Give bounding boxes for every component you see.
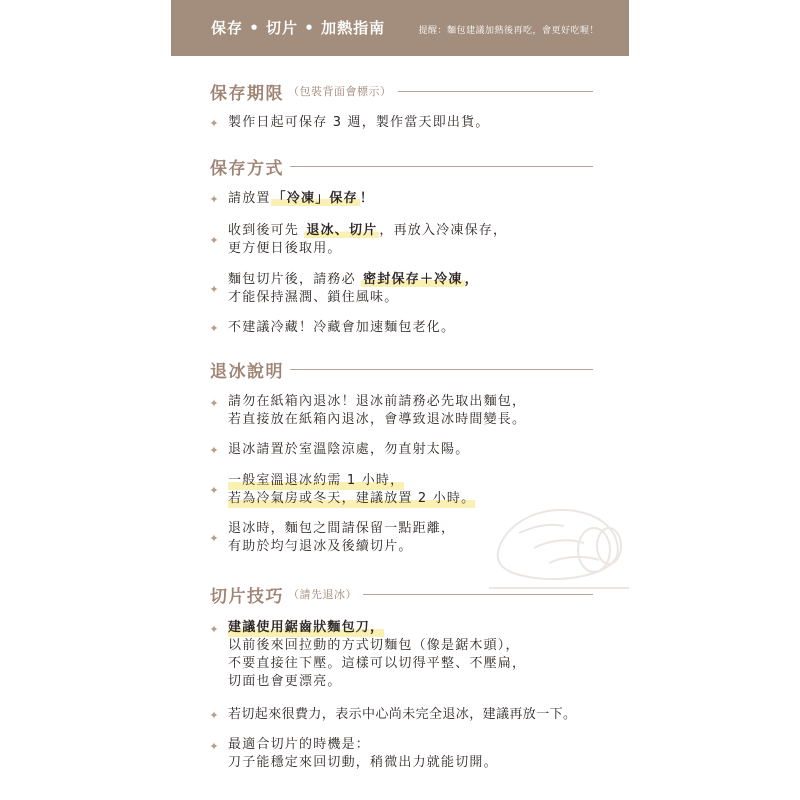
sparkle-bullet-icon: ✦ [209, 532, 219, 545]
section-subtitle: （請先退冰） [288, 588, 357, 601]
item-text-line: 一般室溫退冰約需 1 小時， [228, 473, 405, 488]
item-text-line: 有助於均勻退冰及後續切片。 [228, 539, 413, 554]
section-shelf-life-heading [210, 80, 593, 102]
item-text-line: 刀子能穩定來回切動，稍微出力就能切開。 [228, 755, 498, 770]
guide-card [171, 0, 629, 800]
list-item [208, 270, 608, 308]
list-item [208, 392, 608, 430]
item-text-line: 若為冷氣房或冬天，建議放置 2 小時。 [228, 491, 476, 506]
sparkle-bullet-icon: ✦ [209, 193, 219, 206]
item-text-line: 最適合切片的時機是： [228, 737, 371, 752]
sparkle-bullet-icon: ✦ [209, 322, 219, 335]
item-text-line: 退冰時，麵包之間請保留一點距離， [228, 521, 456, 536]
item-text: 製作日起可保存 3 週，製作當天即出貨。 [228, 115, 490, 130]
list-item [208, 735, 608, 773]
bread-illustration [489, 488, 629, 598]
section-subtitle: （包裝背面會標示） [288, 85, 392, 98]
section-divider [363, 594, 593, 595]
item-text-line: 建議使用鋸齒狀麵包刀， [228, 620, 385, 635]
item-text: 若切起來很費力，表示中心尚未完全退冰，建議再放一下。 [228, 707, 577, 722]
list-item [208, 189, 608, 209]
sparkle-bullet-icon: ✦ [209, 283, 219, 296]
item-text: 不建議冷藏！冷藏會加速麵包老化。 [228, 320, 456, 335]
list-item [208, 440, 608, 460]
list-item [208, 618, 608, 694]
header-banner [171, 0, 629, 56]
item-text-line: 收到後可先 退冰、切片 ，再放入冷凍保存， [228, 223, 508, 238]
section-slicing-heading [210, 583, 593, 605]
section-title: 保存方式 [210, 158, 284, 179]
list-item [208, 318, 608, 338]
sparkle-bullet-icon: ✦ [209, 117, 219, 130]
section-title: 退冰說明 [210, 361, 284, 382]
section-storage-heading [210, 155, 593, 177]
section-title: 切片技巧 [210, 586, 284, 607]
header-reminder: 提醒：麵包建議加熱後再吃，會更好吃喔！ [418, 26, 599, 36]
item-text: 請放置 「冷凍」保存 ！ [228, 191, 375, 206]
sparkle-bullet-icon: ✦ [209, 623, 219, 636]
section-divider [290, 166, 593, 167]
item-text: 退冰請置於室溫陰涼處，勿直射太陽。 [228, 442, 470, 457]
item-text-line: 麵包切片後，請務必 密封保存＋冷凍 ， [228, 272, 479, 287]
sparkle-bullet-icon: ✦ [209, 397, 219, 410]
section-thawing-heading [210, 358, 593, 380]
header-title: 保存 • 切片 • 加熱指南 [211, 19, 386, 37]
list-item [208, 705, 608, 725]
section-divider [398, 91, 594, 92]
list-item [208, 113, 608, 133]
sparkle-bullet-icon: ✦ [209, 234, 219, 247]
item-text-line: 請勿在紙箱內退冰！退冰前請務必先取出麵包， [228, 394, 527, 409]
item-text-line: 切面也會更漂亮。 [228, 674, 342, 689]
item-text-line: 不要直接往下壓。這樣可以切得平整、不壓扁， [228, 656, 527, 671]
sparkle-bullet-icon: ✦ [209, 444, 219, 457]
sparkle-bullet-icon: ✦ [209, 484, 219, 497]
item-text-line: 更方便日後取用。 [228, 241, 342, 256]
list-item [208, 221, 608, 259]
item-text-line: 以前後來回拉動的方式切麵包（像是鋸木頭）， [228, 638, 520, 653]
item-text-line: 才能保持濕潤、鎖住風味。 [228, 290, 399, 305]
section-title: 保存期限 [210, 83, 284, 104]
item-text-line: 若直接放在紙箱內退冰，會導致退冰時間變長。 [228, 412, 527, 427]
sparkle-bullet-icon: ✦ [209, 740, 219, 753]
section-divider [290, 369, 593, 370]
sparkle-bullet-icon: ✦ [209, 709, 219, 722]
